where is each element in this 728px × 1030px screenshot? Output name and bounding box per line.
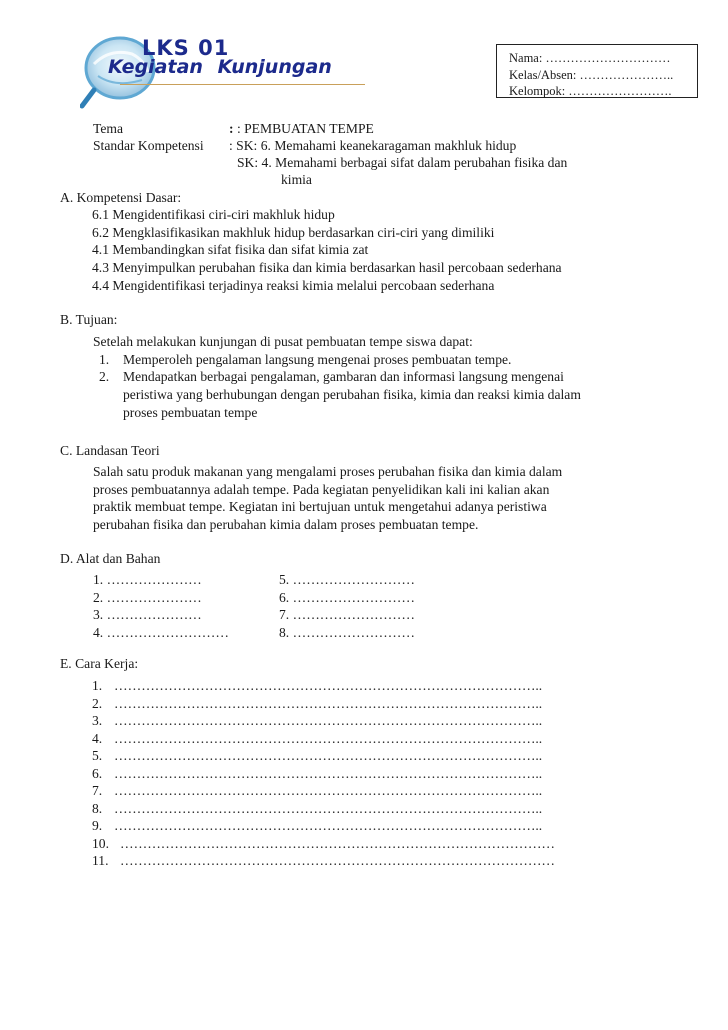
logo-subtitle-part2: Kunjungan [217,56,332,78]
alat-bahan-item[interactable]: 8. ……………………… [279,624,415,640]
student-info-box [496,44,698,98]
tujuan-block [93,333,581,422]
step-num: 9. [92,818,103,833]
step-row[interactable] [92,835,555,853]
sk-label: Standar Kompetensi [93,138,204,153]
sk-line-1: : SK: 6. Memahami keanekaragaman makhluk hidup [229,138,517,153]
step-dots: ………………………………………………………………………………….. [114,678,543,693]
alat-bahan-col-right [279,571,415,641]
paragraph-line: praktik membuat tempe. Kegiatan ini bertujuan untuk mengetahui adanya peristiwa [93,499,547,515]
step-dots: ………………………………………………………………………………….. [114,730,543,746]
step-row[interactable] [92,677,555,695]
step-num: 3. [92,713,103,728]
kompetensi-item: 4.3 Menyimpulkan perubahan fisika dan kimia berdasarkan hasil percobaan sederhana [92,260,562,276]
step-dots: ………………………………………………………………………………….. [114,800,543,816]
tujuan-text: Memperoleh pengalaman langsung mengenai proses pembuatan tempe. [123,351,512,367]
alat-bahan-item[interactable]: 5. ……………………… [279,572,415,587]
tujuan-text: Mendapatkan berbagai pengalaman, gambaran dan informasi langsung mengenai [123,369,564,385]
step-dots: ………………………………………………………………………………….. [114,818,543,833]
section-c-title: C. Landasan Teori [60,443,160,458]
alat-bahan-item[interactable]: 1. ………………… [93,572,202,587]
step-row[interactable] [92,782,555,800]
step-num: 10. [92,835,109,851]
sk-line-2: SK: 4. Memahami berbagai sifat dalam perubahan fisika dan [237,155,568,170]
kompetensi-item: 6.2 Mengklasifikasikan makhluk hidup berdasarkan ciri-ciri yang dimiliki [92,224,495,240]
step-dots: ………………………………………………………………………………….. [114,713,543,728]
step-dots: ………………………………………………………………………………….. [114,748,543,763]
paragraph-line: perubahan fisika dan perubahan kimia dalam proses pembuatan tempe. [93,517,479,533]
step-row[interactable] [92,817,555,835]
tema-value: : : PEMBUATAN TEMPE [229,121,374,136]
alat-bahan-item[interactable]: 7. ……………………… [279,607,415,623]
alat-bahan-list [93,571,415,641]
step-num: 8. [92,800,103,816]
step-num: 5. [92,748,103,763]
step-num: 6. [92,765,103,781]
tujuan-intro: Setelah melakukan kunjungan di pusat pembuatan tempe siswa dapat: [93,334,473,349]
step-dots: ………………………………………………………………………………….. [114,765,543,781]
step-dots: …………………………………………………………………………………… [120,835,555,851]
alat-bahan-item[interactable]: 3. ………………… [93,607,202,623]
cara-kerja-list [92,677,555,870]
step-row[interactable] [92,712,555,730]
class-absen-field[interactable]: Kelas/Absen: ………………….. [509,67,674,82]
tema-label: Tema [93,121,123,136]
tujuan-num: 2. [99,369,110,385]
section-d-title: D. Alat dan Bahan [60,551,161,566]
landasan-teori-text [93,463,562,534]
logo-subtitle [108,56,332,78]
paragraph-line: Salah satu produk makanan yang mengalami proses perubahan fisika dan kimia dalam [93,464,563,479]
paragraph-line: proses pembuatannya adalah tempe. Pada kegiatan penyelidikan kali ini kalian akan [93,481,550,497]
section-b-title: B. Tujuan: [60,312,118,327]
section-e-title: E. Cara Kerja: [60,656,139,671]
alat-bahan-item[interactable]: 4. ……………………… [93,624,229,640]
kompetensi-item: 4.4 Mengidentifikasi terjadinya reaksi kimia melalui percobaan sederhana [92,277,495,293]
step-row[interactable] [92,747,555,765]
step-row[interactable] [92,765,555,783]
tema-text: : PEMBUATAN TEMPE [236,121,374,136]
kompetensi-item: 4.1 Membandingkan sifat fisika dan sifat kimia zat [92,242,369,258]
step-num: 7. [92,783,103,798]
logo-subtitle-part1: Kegiatan [108,56,203,78]
step-row[interactable] [92,695,555,713]
section-a-title: A. Kompetensi Dasar: [60,190,182,205]
tujuan-item [93,368,581,386]
kompetensi-list [92,206,562,295]
logo-title: LKS 01 [142,36,230,60]
sk-line-3: kimia [281,172,312,187]
tujuan-num: 1. [99,351,110,367]
step-row[interactable] [92,800,555,818]
group-field[interactable]: Kelompok: ……………………. [509,84,672,98]
step-num: 2. [92,695,103,711]
step-row[interactable] [92,852,555,870]
step-num: 4. [92,730,103,746]
alat-bahan-col-left [93,571,279,641]
tujuan-text-cont: peristiwa yang berhubungan dengan perubahan fisika, kimia dan reaksi kimia dalam [123,387,581,403]
lks-logo [80,28,370,110]
step-dots: ………………………………………………………………………………….. [114,695,543,711]
tujuan-item [93,351,581,369]
kompetensi-item: 6.1 Mengidentifikasi ciri-ciri makhluk hidup [92,207,335,222]
step-row[interactable] [92,730,555,748]
step-dots: …………………………………………………………………………………… [120,853,555,868]
tujuan-text-cont: proses pembuatan tempe [123,404,258,420]
step-dots: ………………………………………………………………………………….. [114,783,543,798]
step-num: 11. [92,853,109,868]
alat-bahan-item[interactable]: 6. ……………………… [279,589,415,605]
step-num: 1. [92,678,103,693]
logo-underline [120,84,365,85]
alat-bahan-item[interactable]: 2. ………………… [93,589,202,605]
name-field[interactable]: Nama: ………………………… [509,51,671,65]
